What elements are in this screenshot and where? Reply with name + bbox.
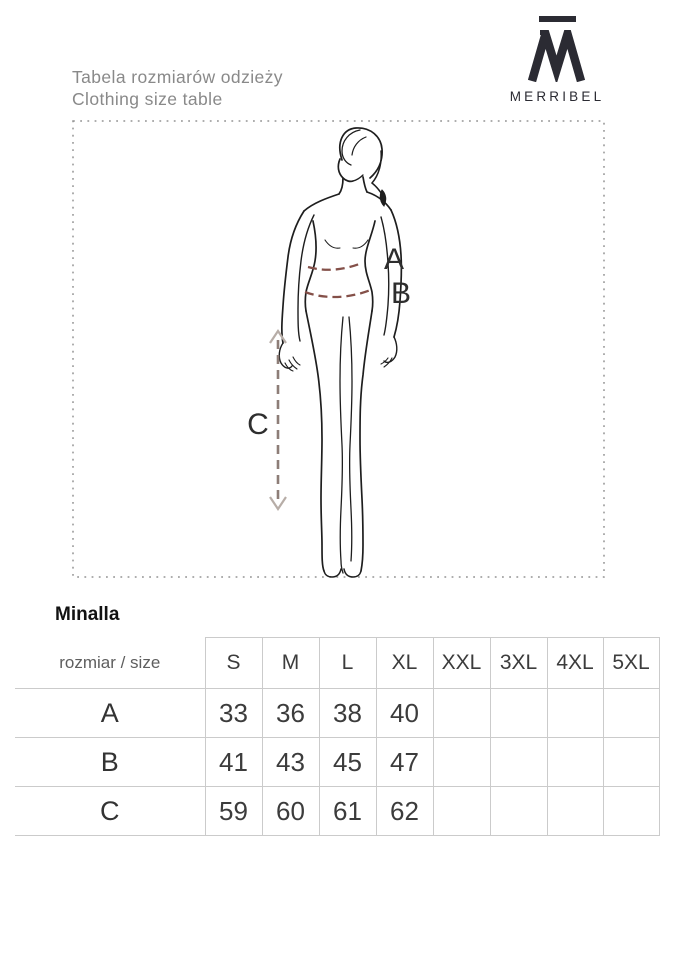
size-table bbox=[15, 637, 660, 836]
measure-line-b bbox=[305, 289, 373, 297]
cell-a-xxl bbox=[433, 689, 490, 738]
dotted-frame bbox=[73, 121, 604, 577]
cell-a-5xl bbox=[603, 689, 659, 738]
page-title-en: Clothing size table bbox=[72, 89, 223, 109]
table-row-b bbox=[15, 738, 659, 787]
brand-logo bbox=[496, 16, 618, 104]
cell-c-s: 59 bbox=[205, 787, 262, 836]
cell-c-xxl bbox=[433, 787, 490, 836]
cell-c-3xl bbox=[490, 787, 547, 836]
measure-line-a bbox=[308, 263, 362, 270]
cell-b-5xl bbox=[603, 738, 659, 787]
cell-b-s: 41 bbox=[205, 738, 262, 787]
cell-a-l: 38 bbox=[319, 689, 376, 738]
size-col-l: L bbox=[319, 638, 376, 689]
figure-label-b: B bbox=[390, 277, 412, 310]
row-label-a: A bbox=[15, 689, 205, 738]
size-col-4xl: 4XL bbox=[547, 638, 603, 689]
cell-c-4xl bbox=[547, 787, 603, 836]
logo-m-icon bbox=[528, 30, 586, 82]
figure-label-c: C bbox=[247, 408, 269, 441]
figure-label-a: A bbox=[383, 243, 405, 276]
table-row-a bbox=[15, 689, 659, 738]
corner-label: rozmiar / size bbox=[59, 652, 161, 672]
cell-a-m: 36 bbox=[262, 689, 319, 738]
cell-c-l: 61 bbox=[319, 787, 376, 836]
cell-b-3xl bbox=[490, 738, 547, 787]
cell-a-3xl bbox=[490, 689, 547, 738]
cell-b-m: 43 bbox=[262, 738, 319, 787]
cell-b-xxl bbox=[433, 738, 490, 787]
row-label-c: C bbox=[15, 787, 205, 836]
page-title-pl: Tabela rozmiarów odzieży bbox=[72, 67, 283, 87]
size-table-header-row bbox=[15, 638, 659, 689]
cell-b-xl: 47 bbox=[376, 738, 433, 787]
cell-c-xl: 62 bbox=[376, 787, 433, 836]
cell-c-m: 60 bbox=[262, 787, 319, 836]
size-col-s: S bbox=[205, 638, 262, 689]
length-arrow-c bbox=[270, 331, 286, 509]
size-col-xxl: XXL bbox=[433, 638, 490, 689]
size-col-3xl: 3XL bbox=[490, 638, 547, 689]
brand-name: MERRIBEL bbox=[509, 89, 605, 104]
measurement-diagram bbox=[72, 120, 605, 579]
row-label-b: B bbox=[15, 738, 205, 787]
size-col-5xl: 5XL bbox=[603, 638, 659, 689]
cell-b-l: 45 bbox=[319, 738, 376, 787]
table-row-c bbox=[15, 787, 659, 836]
size-col-xl: XL bbox=[376, 638, 433, 689]
page-title bbox=[72, 66, 283, 110]
cell-a-s: 33 bbox=[205, 689, 262, 738]
logo-bar-icon bbox=[539, 16, 576, 22]
body-sketch-icon bbox=[279, 128, 401, 577]
cell-a-4xl bbox=[547, 689, 603, 738]
product-name: Minalla bbox=[55, 604, 120, 625]
cell-b-4xl bbox=[547, 738, 603, 787]
size-col-m: M bbox=[262, 638, 319, 689]
cell-a-xl: 40 bbox=[376, 689, 433, 738]
cell-c-5xl bbox=[603, 787, 659, 836]
